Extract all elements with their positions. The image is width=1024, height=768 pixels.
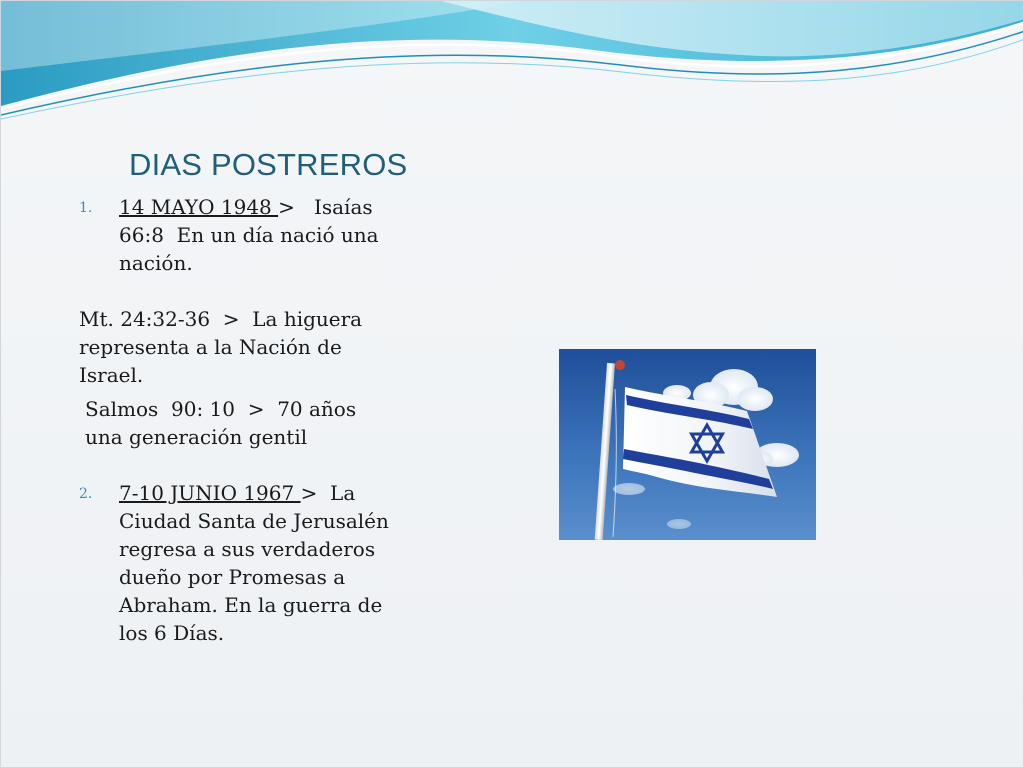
date-1967: 7-10 JUNIO 1967 bbox=[119, 481, 301, 505]
paragraph-mateo: Mt. 24:32-36 > La higuera representa a la Nación de Israel. bbox=[79, 307, 363, 387]
paragraph-salmos: Salmos 90: 10 > 70 años una generación gentil bbox=[85, 397, 357, 449]
list-item-2 bbox=[79, 479, 389, 647]
list-number: 2. bbox=[79, 486, 93, 502]
date-1948: 14 MAYO 1948 bbox=[119, 195, 279, 219]
wave-header bbox=[1, 1, 1024, 131]
item-2-text: > La Ciudad Santa de Jerusalén regresa a sus verdaderos dueño por Promesas a Abraham. En la guerra de los 6 Días. bbox=[119, 481, 389, 645]
slide-content bbox=[79, 193, 389, 647]
list-item-1 bbox=[79, 193, 389, 277]
israel-flag-photo bbox=[559, 349, 816, 540]
slide-title: DIAS POSTREROS bbox=[129, 147, 408, 182]
item-1-text: > Isaías 66:8 En un día nació una nación. bbox=[119, 195, 379, 275]
list-number: 1. bbox=[79, 200, 93, 216]
